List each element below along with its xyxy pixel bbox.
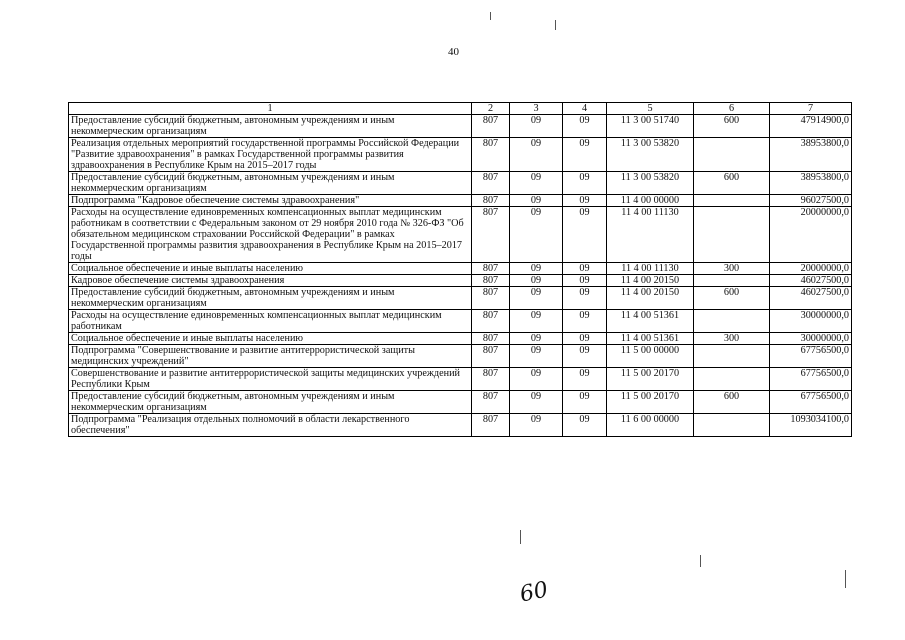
column-header-7: 7	[770, 103, 852, 115]
code-section-cell: 09	[510, 263, 563, 275]
code-ministry-cell: 807	[472, 115, 510, 138]
code-section-cell: 09	[510, 391, 563, 414]
item-name-cell: Расходы на осуществление единовременных компенсационных выплат медицинским работникам	[69, 310, 472, 333]
code-section-cell: 09	[510, 115, 563, 138]
target-article-cell: 11 5 00 20170	[607, 391, 694, 414]
amount-cell: 30000000,0	[770, 333, 852, 345]
target-article-cell: 11 6 00 00000	[607, 414, 694, 437]
expense-type-cell: 300	[694, 333, 770, 345]
item-name-cell: Подпрограмма "Совершенствование и развитие антитеррористической защиты медицинских учреждений"	[69, 345, 472, 368]
target-article-cell: 11 3 00 53820	[607, 138, 694, 172]
expense-type-cell: 600	[694, 115, 770, 138]
code-section-cell: 09	[510, 287, 563, 310]
code-subsection-cell: 09	[563, 172, 607, 195]
code-subsection-cell: 09	[563, 207, 607, 263]
code-subsection-cell: 09	[563, 115, 607, 138]
item-name-cell: Предоставление субсидий бюджетным, автономным учреждениям и иным некоммерческим организациям	[69, 115, 472, 138]
table-row	[69, 263, 852, 275]
amount-cell: 46027500,0	[770, 287, 852, 310]
code-ministry-cell: 807	[472, 138, 510, 172]
item-name-cell: Предоставление субсидий бюджетным, автономным учреждениям и иным некоммерческим организациям	[69, 287, 472, 310]
code-ministry-cell: 807	[472, 195, 510, 207]
target-article-cell: 11 5 00 00000	[607, 345, 694, 368]
scan-artifact	[700, 555, 701, 567]
table-header-row	[69, 103, 852, 115]
column-header-4: 4	[563, 103, 607, 115]
amount-cell: 47914900,0	[770, 115, 852, 138]
code-ministry-cell: 807	[472, 207, 510, 263]
target-article-cell: 11 4 00 51361	[607, 333, 694, 345]
code-subsection-cell: 09	[563, 310, 607, 333]
item-name-cell: Предоставление субсидий бюджетным, автономным учреждениям и иным некоммерческим организациям	[69, 172, 472, 195]
expense-type-cell: 600	[694, 172, 770, 195]
target-article-cell: 11 4 00 00000	[607, 195, 694, 207]
item-name-cell: Социальное обеспечение и иные выплаты населению	[69, 263, 472, 275]
code-ministry-cell: 807	[472, 263, 510, 275]
target-article-cell: 11 4 00 11130	[607, 263, 694, 275]
code-subsection-cell: 09	[563, 333, 607, 345]
expense-type-cell: 600	[694, 287, 770, 310]
expense-type-cell	[694, 310, 770, 333]
amount-cell: 38953800,0	[770, 138, 852, 172]
table-row	[69, 368, 852, 391]
column-header-6: 6	[694, 103, 770, 115]
code-ministry-cell: 807	[472, 345, 510, 368]
code-ministry-cell: 807	[472, 287, 510, 310]
column-header-1: 1	[69, 103, 472, 115]
table-row	[69, 207, 852, 263]
code-section-cell: 09	[510, 172, 563, 195]
target-article-cell: 11 5 00 20170	[607, 368, 694, 391]
expense-type-cell: 300	[694, 263, 770, 275]
code-subsection-cell: 09	[563, 195, 607, 207]
item-name-cell: Совершенствование и развитие антитеррористической защиты медицинских учреждений Республики Крым	[69, 368, 472, 391]
code-subsection-cell: 09	[563, 263, 607, 275]
table-row	[69, 345, 852, 368]
table-row	[69, 195, 852, 207]
amount-cell: 1093034100,0	[770, 414, 852, 437]
code-section-cell: 09	[510, 310, 563, 333]
code-section-cell: 09	[510, 138, 563, 172]
code-ministry-cell: 807	[472, 310, 510, 333]
code-subsection-cell: 09	[563, 275, 607, 287]
column-header-3: 3	[510, 103, 563, 115]
code-subsection-cell: 09	[563, 391, 607, 414]
code-section-cell: 09	[510, 414, 563, 437]
code-ministry-cell: 807	[472, 172, 510, 195]
handwritten-page-mark: 60	[517, 577, 551, 608]
item-name-cell: Расходы на осуществление единовременных компенсационных выплат медицинским работникам в соответствии с Федеральным законом от 29 ноября 2010 года № 326-ФЗ "Об обязательном медицинском страховании Российской Федерации" в рамках Государственной программы развития здравоохранения в Республике Крым на 2015–2017 годы	[69, 207, 472, 263]
expense-type-cell	[694, 368, 770, 391]
amount-cell: 67756500,0	[770, 391, 852, 414]
target-article-cell: 11 4 00 20150	[607, 287, 694, 310]
target-article-cell: 11 4 00 51361	[607, 310, 694, 333]
amount-cell: 67756500,0	[770, 368, 852, 391]
amount-cell: 38953800,0	[770, 172, 852, 195]
table-body	[69, 115, 852, 437]
scan-artifact	[520, 530, 521, 544]
budget-table	[68, 102, 852, 437]
expense-type-cell: 600	[694, 391, 770, 414]
code-section-cell: 09	[510, 195, 563, 207]
scan-artifact	[845, 570, 846, 588]
amount-cell: 30000000,0	[770, 310, 852, 333]
table-row	[69, 391, 852, 414]
amount-cell: 46027500,0	[770, 275, 852, 287]
expense-type-cell	[694, 195, 770, 207]
table-row	[69, 138, 852, 172]
scan-artifact	[490, 12, 491, 20]
expense-type-cell	[694, 207, 770, 263]
table-row	[69, 333, 852, 345]
item-name-cell: Подпрограмма "Кадровое обеспечение системы здравоохранения"	[69, 195, 472, 207]
amount-cell: 96027500,0	[770, 195, 852, 207]
code-ministry-cell: 807	[472, 275, 510, 287]
target-article-cell: 11 4 00 20150	[607, 275, 694, 287]
code-ministry-cell: 807	[472, 333, 510, 345]
table-row	[69, 414, 852, 437]
table-row	[69, 115, 852, 138]
item-name-cell: Кадровое обеспечение системы здравоохранения	[69, 275, 472, 287]
expense-type-cell	[694, 138, 770, 172]
table-row	[69, 310, 852, 333]
expense-type-cell	[694, 414, 770, 437]
item-name-cell: Предоставление субсидий бюджетным, автономным учреждениям и иным некоммерческим организациям	[69, 391, 472, 414]
table-row	[69, 287, 852, 310]
scan-artifact	[555, 20, 556, 30]
column-header-2: 2	[472, 103, 510, 115]
code-section-cell: 09	[510, 207, 563, 263]
code-section-cell: 09	[510, 333, 563, 345]
code-ministry-cell: 807	[472, 368, 510, 391]
expense-type-cell	[694, 345, 770, 368]
code-subsection-cell: 09	[563, 368, 607, 391]
item-name-cell: Реализация отдельных мероприятий государственной программы Российской Федерации "Развитие здравоохранения" в рамках Государственной программы развития здравоохранения в Республике Крым на 2015–2017 годы	[69, 138, 472, 172]
code-ministry-cell: 807	[472, 414, 510, 437]
target-article-cell: 11 3 00 53820	[607, 172, 694, 195]
column-header-5: 5	[607, 103, 694, 115]
page-number: 40	[448, 46, 459, 58]
code-subsection-cell: 09	[563, 345, 607, 368]
code-section-cell: 09	[510, 368, 563, 391]
code-subsection-cell: 09	[563, 287, 607, 310]
code-ministry-cell: 807	[472, 391, 510, 414]
code-section-cell: 09	[510, 345, 563, 368]
table-row	[69, 172, 852, 195]
amount-cell: 20000000,0	[770, 207, 852, 263]
amount-cell: 67756500,0	[770, 345, 852, 368]
amount-cell: 20000000,0	[770, 263, 852, 275]
code-section-cell: 09	[510, 275, 563, 287]
code-subsection-cell: 09	[563, 138, 607, 172]
target-article-cell: 11 4 00 11130	[607, 207, 694, 263]
code-subsection-cell: 09	[563, 414, 607, 437]
item-name-cell: Подпрограмма "Реализация отдельных полномочий в области лекарственного обеспечения"	[69, 414, 472, 437]
item-name-cell: Социальное обеспечение и иные выплаты населению	[69, 333, 472, 345]
expense-type-cell	[694, 275, 770, 287]
table-row	[69, 275, 852, 287]
target-article-cell: 11 3 00 51740	[607, 115, 694, 138]
